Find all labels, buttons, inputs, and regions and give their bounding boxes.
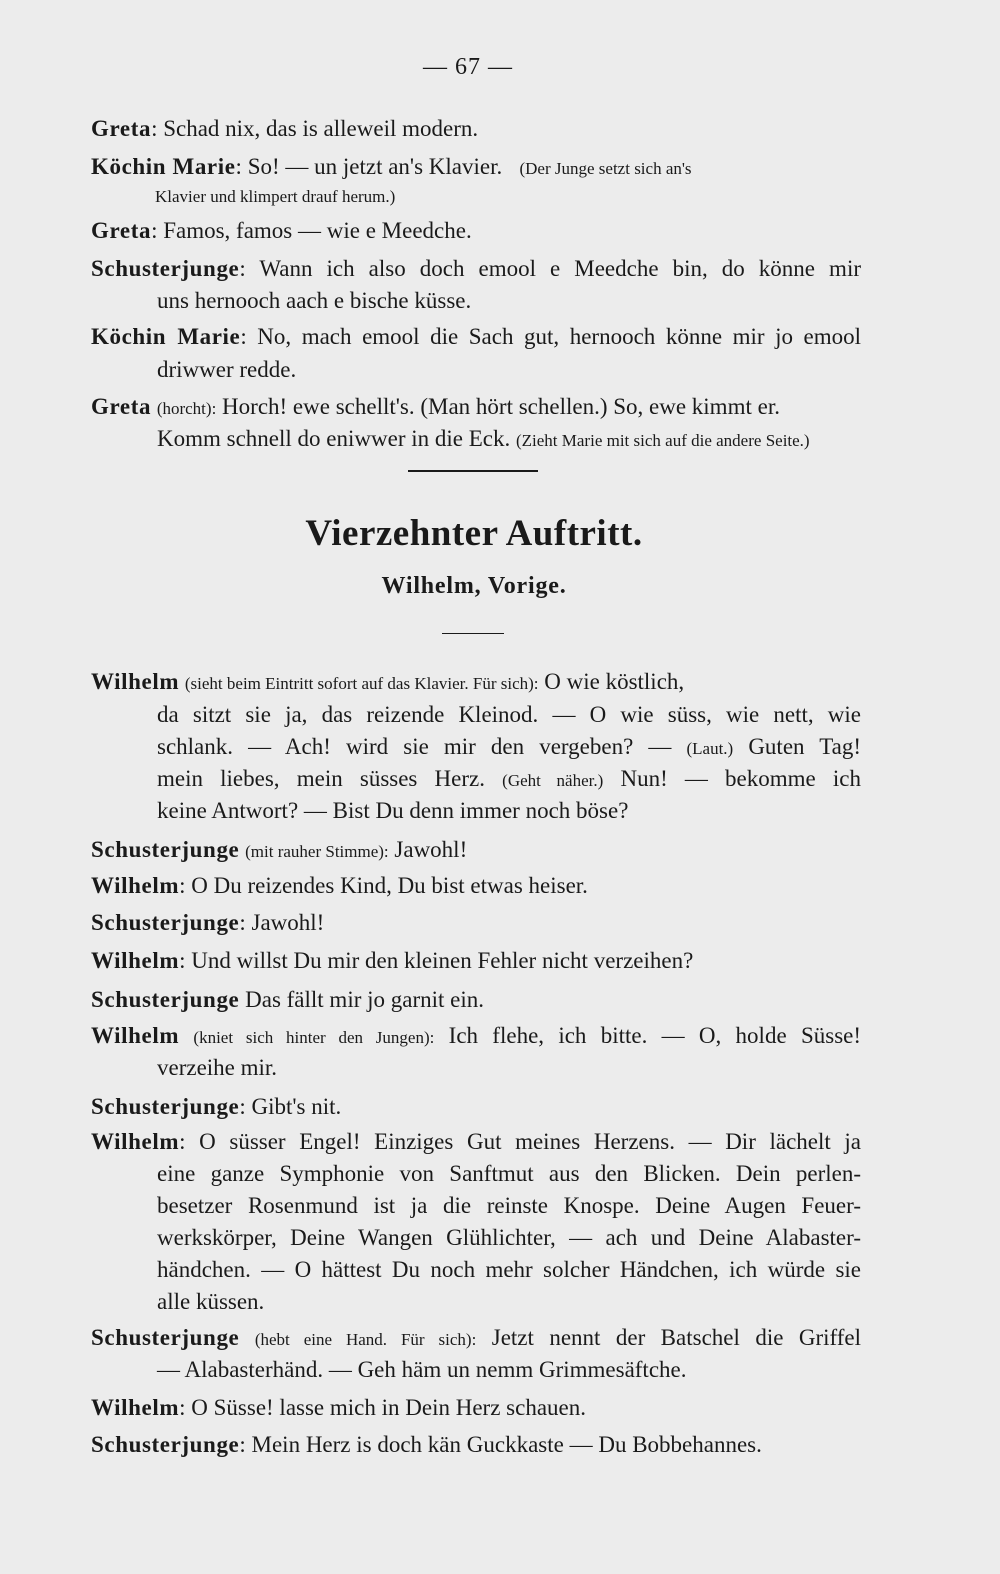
- dialogue-line: Schusterjunge: Wann ich also doch emool e Meedche bin, do könne mir: [91, 256, 861, 281]
- dialogue-continuation: werkskörper, Deine Wangen Glühlichter, — ach und Deine Alabaster-: [157, 1225, 861, 1250]
- dialogue-line: Wilhelm: O süsser Engel! Einziges Gut meines Herzens. — Dir lächelt ja: [91, 1129, 861, 1154]
- dialogue-line: Köchin Marie: So! — un jetzt an's Klavier. (Der Junge setzt sich an's: [91, 154, 692, 179]
- dialogue-line: Schusterjunge (hebt eine Hand. Für sich): Jetzt nennt der Batschel die Griffel: [91, 1325, 862, 1350]
- dialogue-line: Köchin Marie: No, mach emool die Sach gut, hernooch könne mir jo emool: [91, 324, 861, 349]
- dialogue-continuation: besetzer Rosenmund ist ja die reinste Knospe. Deine Augen Feuer-: [157, 1193, 861, 1218]
- dialogue-line: Schusterjunge Das fällt mir jo garnit ein.: [91, 987, 485, 1012]
- dialogue-line: Wilhelm: O Süsse! lasse mich in Dein Herz schauen.: [91, 1395, 586, 1420]
- stage-direction: Klavier und klimpert drauf herum.): [155, 187, 396, 206]
- dialogue-line: Wilhelm: Und willst Du mir den kleinen Fehler nicht verzeihen?: [91, 948, 694, 973]
- dialogue-continuation: uns hernooch aach e bische küsse.: [157, 288, 472, 313]
- dialogue-continuation: mein liebes, mein süsses Herz. (Geht näher.) Nun! — bekomme ich: [157, 766, 862, 791]
- dialogue-continuation: schlank. — Ach! wird sie mir den vergeben? — (Laut.) Guten Tag!: [157, 734, 862, 759]
- dialogue-continuation: da sitzt sie ja, das reizende Kleinod. — O wie süss, wie nett, wie: [157, 702, 861, 727]
- dialogue-continuation: eine ganze Symphonie von Sanftmut aus den Blicken. Dein perlen-: [157, 1161, 861, 1186]
- scene-characters: Wilhelm, Vorige.: [381, 573, 567, 599]
- dialogue-line: Greta (horcht): Horch! ewe schellt's. (Man hört schellen.) So, ewe kimmt er.: [91, 394, 780, 419]
- dialogue-continuation: verzeihe mir.: [157, 1055, 278, 1080]
- scene-heading: Vierzehnter Auftritt.: [305, 513, 643, 554]
- dialogue-line: Schusterjunge: Gibt's nit.: [91, 1094, 342, 1119]
- heading-divider: [442, 633, 504, 634]
- page-number: — 67 —: [423, 54, 513, 80]
- dialogue-continuation: händchen. — O hättest Du noch mehr solcher Händchen, ich würde sie: [157, 1257, 861, 1282]
- dialogue-continuation: Komm schnell do eniwwer in die Eck. (Zieht Marie mit sich auf die andere Seite.): [157, 426, 810, 451]
- dialogue-line: Wilhelm: O Du reizendes Kind, Du bist etwas heiser.: [91, 873, 588, 898]
- dialogue-continuation: alle küssen.: [157, 1289, 265, 1314]
- dialogue-line: Schusterjunge (mit rauher Stimme): Jawohl!: [91, 837, 468, 862]
- dialogue-line: Greta: Schad nix, das is alleweil modern.: [91, 116, 479, 141]
- section-divider: [408, 470, 538, 472]
- dialogue-line: Schusterjunge: Mein Herz is doch kän Guckkaste — Du Bobbehannes.: [91, 1432, 762, 1457]
- dialogue-continuation: driwwer redde.: [157, 357, 297, 382]
- dialogue-line: Schusterjunge: Jawohl!: [91, 910, 325, 935]
- dialogue-line: Wilhelm (sieht beim Eintritt sofort auf das Klavier. Für sich): O wie köstlich,: [91, 669, 685, 694]
- dialogue-line: Greta: Famos, famos — wie e Meedche.: [91, 218, 472, 243]
- dialogue-continuation: keine Antwort? — Bist Du denn immer noch böse?: [157, 798, 629, 823]
- dialogue-line: Wilhelm (kniet sich hinter den Jungen): Ich flehe, ich bitte. — O, holde Süsse!: [91, 1023, 862, 1048]
- dialogue-continuation: — Alabasterhänd. — Geh häm un nemm Grimmesäftche.: [157, 1357, 687, 1382]
